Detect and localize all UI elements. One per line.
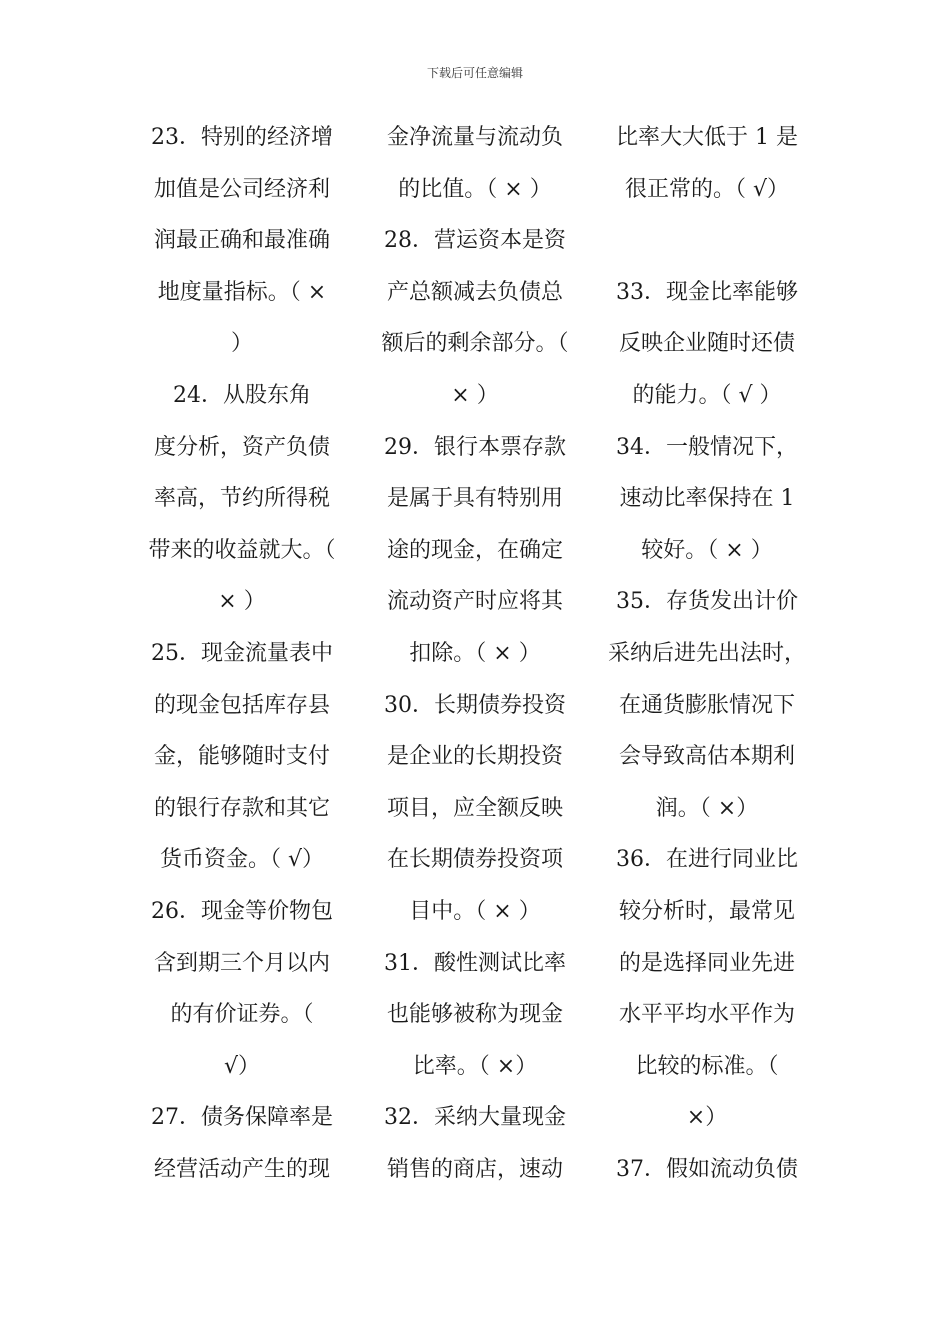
text-line: 的比值。（ × ） [398, 176, 552, 202]
text-line: 度分析，资产负债 [153, 434, 330, 460]
text-line: 24．从股东角 [173, 382, 311, 408]
text-line: 货币资金。（ √） [159, 847, 324, 873]
text-line: 含到期三个月以内 [153, 950, 330, 976]
text-line: 项目，应全额反映 [386, 795, 563, 821]
text-line: 31．酸性测试比率 [384, 950, 566, 976]
text-line: 反映企业随时还债 [618, 331, 795, 357]
text-line: 速动比率保持在 1 [619, 486, 795, 512]
text-line: 在长期债券投资项 [386, 847, 563, 873]
text-line: 是企业的长期投资 [386, 744, 563, 770]
text-line: 很正常的。（ √） [624, 176, 789, 202]
text-line: ） [230, 331, 253, 357]
text-line: 比较的标准。（ [635, 1053, 779, 1079]
text-line: 金净流量与流动负 [386, 125, 563, 150]
text-line: 是属于具有特别用 [386, 486, 563, 512]
text-line: 32．采纳大量现金 [384, 1105, 566, 1131]
text-line: 比率。（ ×） [412, 1053, 538, 1079]
text-line: 途的现金，在确定 [386, 537, 563, 563]
text-line: 润。（ ×） [655, 795, 759, 821]
text-line: 33．现金比率能够 [616, 279, 798, 305]
text-line: 37．假如流动负债 [616, 1156, 798, 1182]
text-line: 27．债务保障率是 [151, 1105, 333, 1131]
text-line: 较分析时，最常见 [618, 898, 795, 924]
text-line: 采纳后进先出法时， [607, 640, 806, 666]
text-line: × ） [451, 382, 499, 408]
text-line: 扣除。（ × ） [409, 640, 541, 666]
text-line: 水平平均水平作为 [618, 1002, 795, 1028]
text-line: 在通货膨胀情况下 [618, 692, 795, 718]
text-line: 25．现金流量表中 [151, 640, 333, 666]
text-line: 地度量指标。（ × [157, 279, 327, 305]
text-line [607, 215, 807, 267]
text-line: × ） [218, 589, 266, 615]
text-line: 也能够被称为现金 [386, 1002, 563, 1028]
text-line: 36．在进行同业比 [616, 847, 798, 873]
text-line: 29．银行本票存款 [384, 434, 566, 460]
page-header: 下载后可任意编辑 [426, 66, 523, 80]
text-line: 带来的收益就大。（ [148, 537, 336, 563]
text-line: 35．存货发出计价 [616, 589, 798, 615]
text-line: 销售的商店，速动 [386, 1156, 563, 1182]
text-line: 34．一般情况下， [616, 434, 798, 460]
text-line: ×） [686, 1105, 728, 1131]
text-line: 流动资产时应将其 [386, 589, 563, 615]
text-line: 润最正确和最准确 [153, 228, 330, 254]
text-line: 的是选择同业先进 [618, 950, 795, 976]
text-line: 的现金包括库存县 [153, 692, 330, 718]
text-line: 26．现金等价物包 [151, 898, 333, 924]
text-column-3 [607, 112, 807, 1195]
text-column-2 [375, 112, 575, 1195]
text-line: 加值是公司经济利 [153, 176, 330, 202]
text-line: 比率大大低于 1 是 [616, 125, 798, 150]
text-line: 额后的剩余部分。（ [381, 331, 569, 357]
text-line: 经营活动产生的现 [153, 1156, 330, 1182]
text-line: √） [223, 1053, 261, 1079]
text-line: 30．长期债券投资 [384, 692, 566, 718]
text-line: 产总额减去负债总 [386, 279, 563, 305]
text-line: 28．营运资本是资 [384, 228, 566, 254]
text-line: 的银行存款和其它 [153, 795, 330, 821]
text-line: 会导致高估本期利 [618, 744, 795, 770]
text-line: 的能力。（ √ ） [632, 382, 782, 408]
text-line: 较好。（ × ） [641, 537, 773, 563]
text-line: 的有价证券。（ [170, 1002, 314, 1028]
text-column-1 [142, 112, 342, 1195]
text-line: 目中。（ × ） [409, 898, 541, 924]
text-line: 23．特别的经济增 [151, 125, 333, 150]
text-line: 金，能够随时支付 [153, 744, 330, 770]
text-line: 率高，节约所得税 [153, 486, 330, 512]
